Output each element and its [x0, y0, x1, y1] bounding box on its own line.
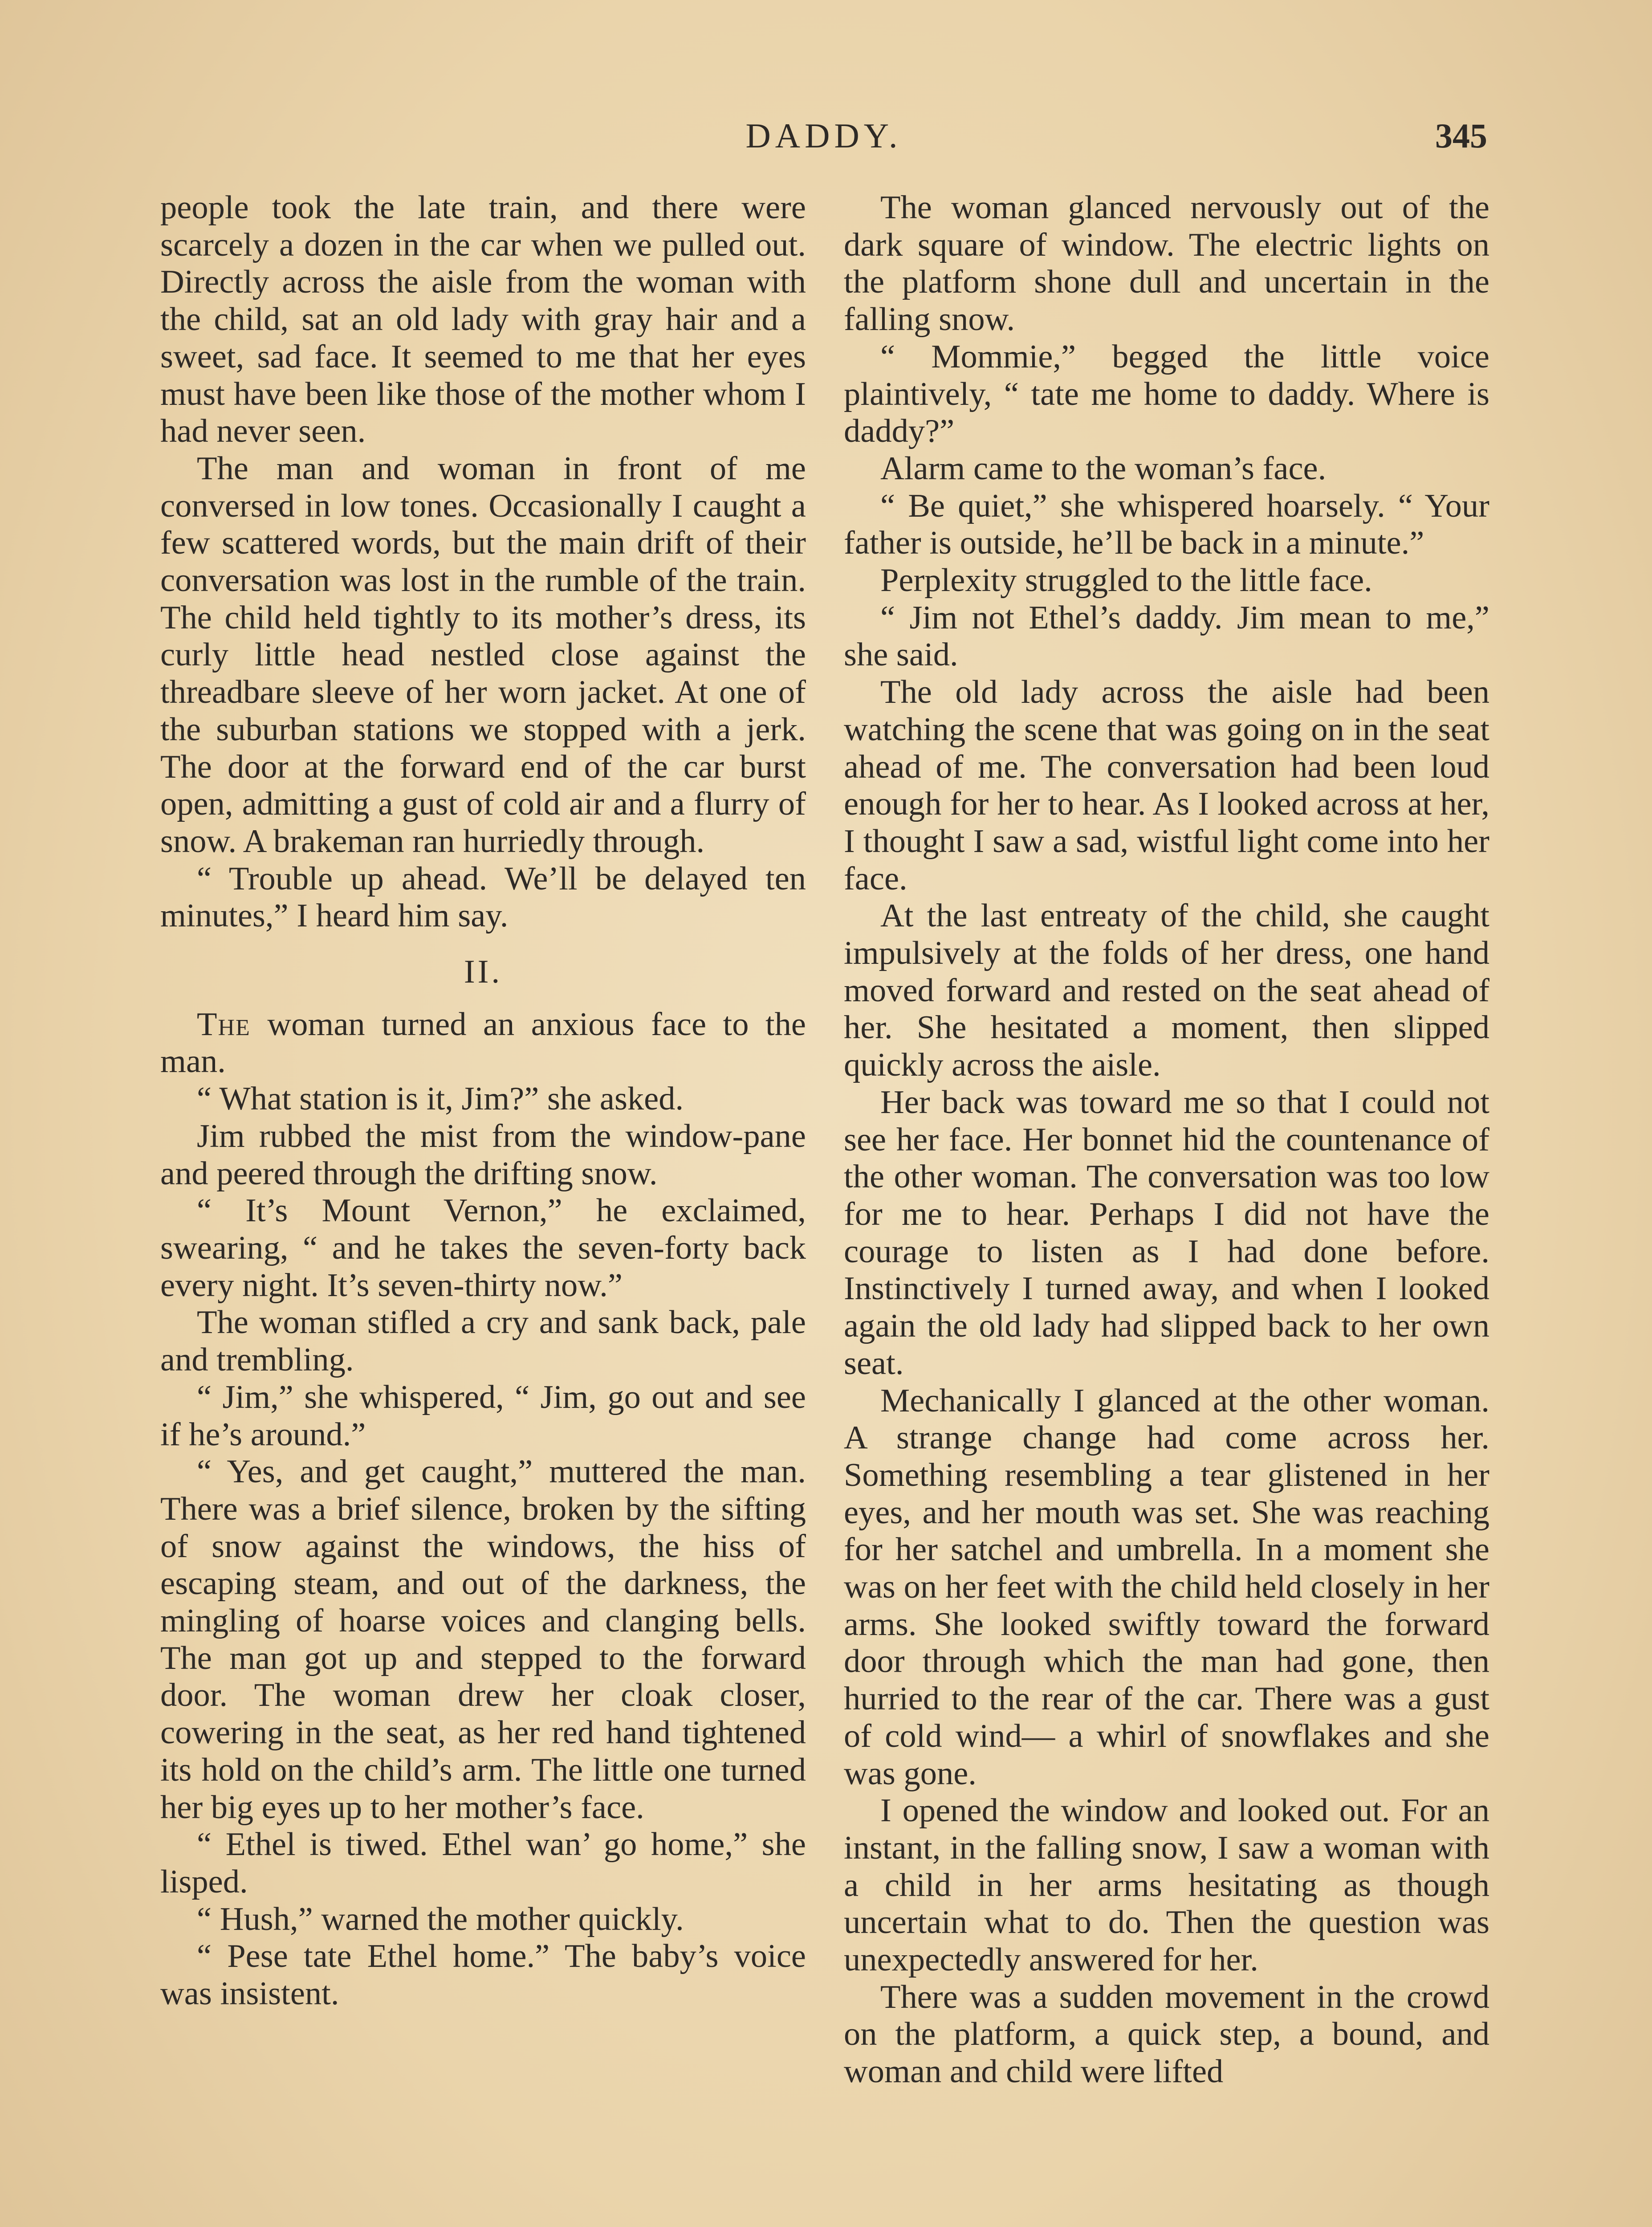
paragraph: The old lady across the aisle had been watching the scene that was going on in the seat ahead of me. The conversation had been loud enough for her to hear. As I looked across at her, I thought I saw a sad, wistful light come into her face.: [844, 674, 1489, 897]
drop-word: The: [197, 1006, 251, 1043]
paragraph: “ Hush,” warned the mother quickly.: [197, 1901, 684, 1937]
paragraph: There was a sudden movement in the crowd on the platform, a quick step, a bound, and woman and child were lifted: [844, 1978, 1489, 2090]
paragraph: Jim rubbed the mist from the window-pane and peered through the drifting snow.: [160, 1118, 806, 1192]
paragraph: “ It’s Mount Vernon,” he exclaimed, swearing, “ and he takes the seven-forty back every night. It’s seven-thirty now.”: [160, 1192, 806, 1304]
paragraph: people took the late train, and there were scarcely a dozen in the car when we pulled out. Directly across the aisle from the woman with the child, sat an old lady with gray hair and a sweet, sad face. It seemed to me that her eyes must have been like those of the mother whom I had never seen.: [160, 189, 806, 450]
page-number: 345: [1435, 116, 1487, 155]
section-heading: II.: [464, 954, 503, 991]
paragraph: Mechanically I glanced at the other woman. A strange change had come across her. Something resembling a tear glistened in her eyes, and her mouth was set. She was reaching for her satchel and umbrella. In a moment she was on her feet with the child held closely in her arms. She looked swiftly toward the forward door through which the man had gone, then hurried to the rear of the car. There was a gust of cold wind— a whirl of snowflakes and she was gone.: [844, 1382, 1489, 1792]
paragraph-text: woman turned an anxious face to the man.: [160, 1006, 806, 1080]
paragraph: [160, 1006, 806, 1081]
left-column: [160, 189, 806, 2227]
paragraph: At the last entreaty of the child, she caught impulsively at the folds of her dress, one hand moved forward and rested on the seat ahead of her. She hesitated a moment, then slipped quickly across the aisle.: [844, 897, 1489, 1084]
paragraph: “ Jim not Ethel’s daddy. Jim mean to me,” she said.: [844, 599, 1489, 673]
paragraph: Her back was toward me so that I could not see her face. Her bonnet hid the countenance of the other woman. The conversation was too low for me to hear. Perhaps I did not have the courage to listen as I had done before. Instinctively I turned away, and when I looked again the old lady had slipped back to her own seat.: [844, 1084, 1489, 1382]
paragraph: “ Pese tate Ethel home.” The baby’s voice was insistent.: [160, 1938, 806, 2012]
page-header: [160, 107, 1487, 169]
paragraph: The woman glanced nervously out of the dark square of window. The electric lights on the platform shone dull and uncertain in the falling snow.: [844, 189, 1489, 338]
paragraph: “ Trouble up ahead. We’ll be delayed ten minutes,” I heard him say.: [160, 860, 806, 934]
paragraph: “ Ethel is tiwed. Ethel wan’ go home,” she lisped.: [160, 1826, 806, 1900]
paragraph: The man and woman in front of me conversed in low tones. Occasionally I caught a few scattered words, but the main drift of their conversation was lost in the rumble of the train. The child held tightly to its mother’s dress, its curly little head nestled close against the threadbare sleeve of her worn jacket. At one of the suburban stations we stopped with a jerk. The door at the forward end of the car burst open, admitting a gust of cold air and a flurry of snow. A brakeman ran hurriedly through.: [160, 450, 806, 860]
paragraph: “ Mommie,” begged the little voice plaintively, “ tate me home to daddy. Where is daddy?”: [844, 338, 1489, 450]
paragraph: “ What station is it, Jim?” she asked.: [197, 1081, 684, 1118]
paragraph: The woman stifled a cry and sank back, pale and trembling.: [160, 1304, 806, 1379]
paragraph: I opened the window and looked out. For an instant, in the falling snow, I saw a woman with a child in her arms hesitating as though uncertain what to do. Then the question was unexpectedly answered for her.: [844, 1792, 1489, 1978]
paragraph: “ Jim,” she whispered, “ Jim, go out and see if he’s around.”: [160, 1379, 806, 1453]
running-title: DADDY.: [745, 116, 902, 155]
paragraph: Perplexity struggled to the little face.: [880, 562, 1372, 599]
paragraph: Alarm came to the woman’s face.: [880, 450, 1326, 487]
paragraph: “ Be quiet,” she whispered hoarsely. “ Your father is outside, he’ll be back in a minute.”: [844, 487, 1489, 562]
paragraph: “ Yes, and get caught,” muttered the man. There was a brief silence, broken by the sifting of snow against the windows, the hiss of escaping steam, and out of the darkness, the mingling of hoarse voices and clanging bells. The man got up and stepped to the forward door. The woman drew her cloak closer, cowering in the seat, as her red hand tightened its hold on the child’s arm. The little one turned her big eyes up to her mother’s face.: [160, 1453, 806, 1826]
right-column: [844, 189, 1489, 2227]
